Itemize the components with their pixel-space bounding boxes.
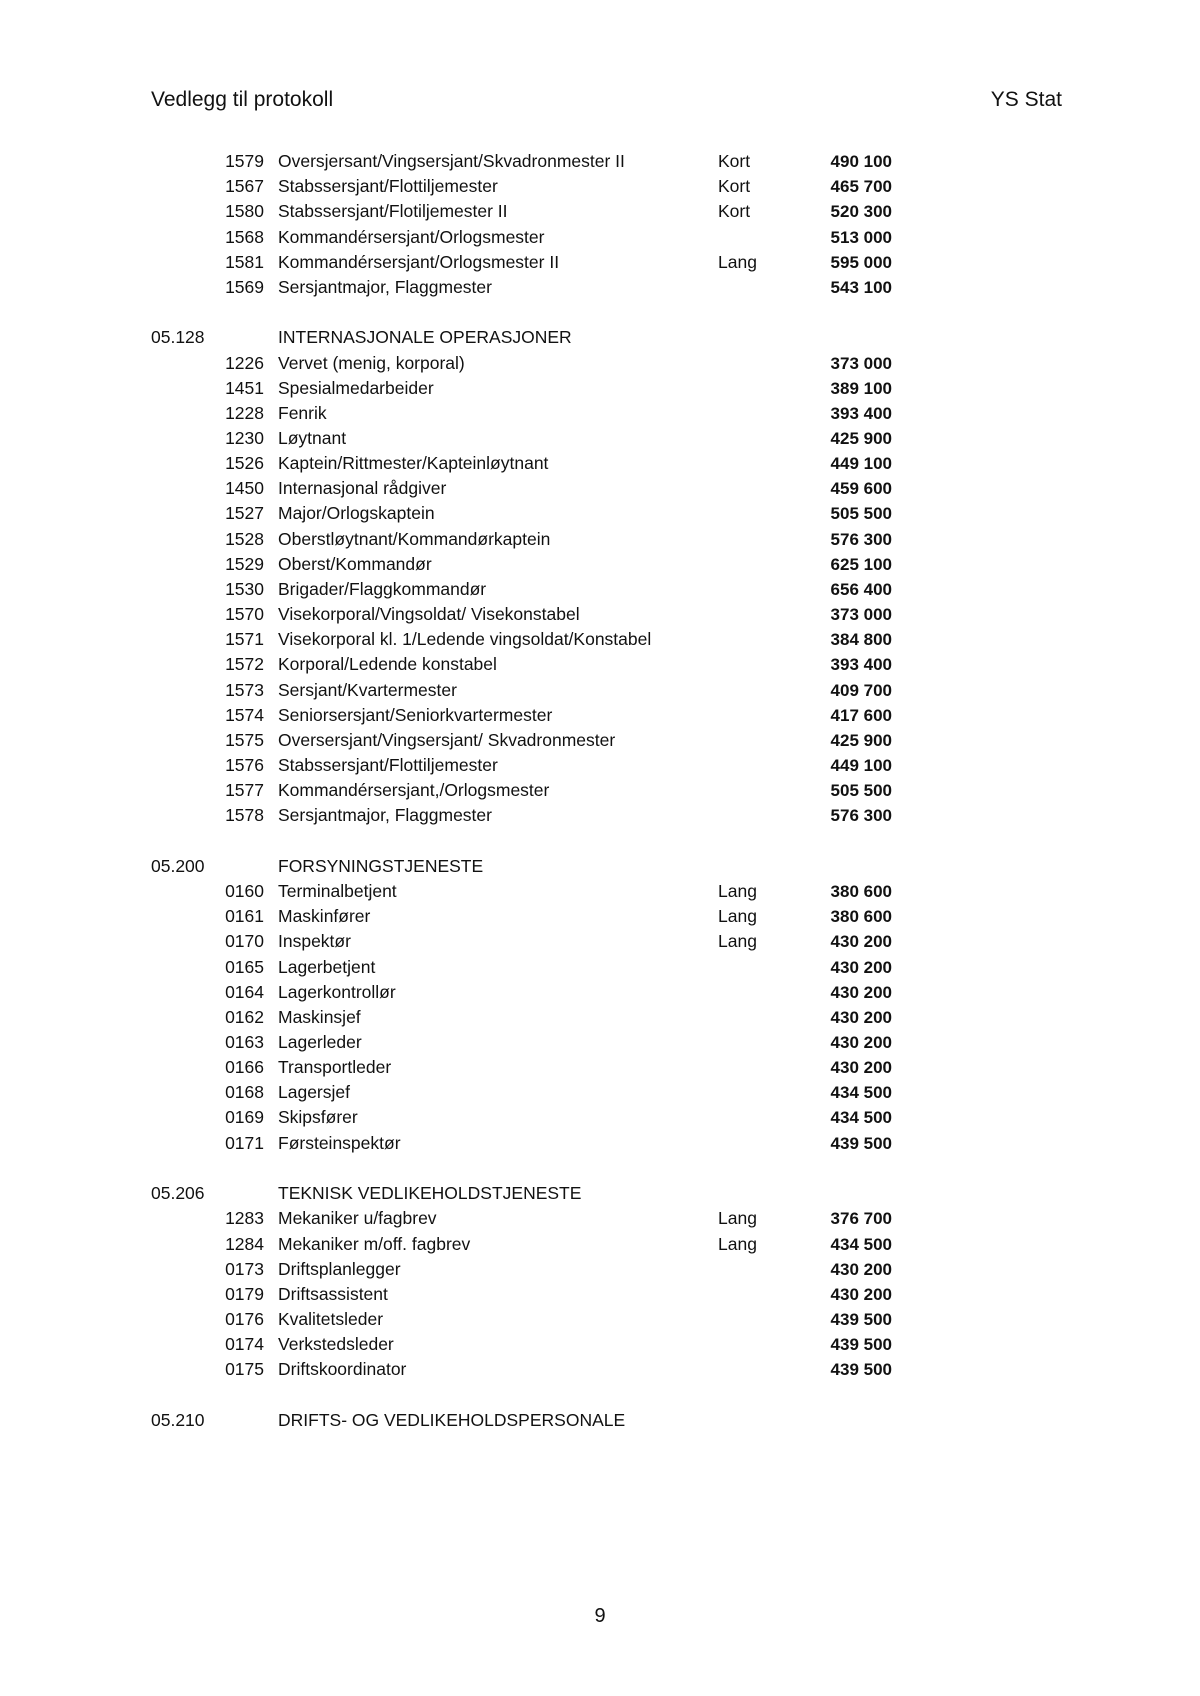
position-title: Lagerkontrollør: [278, 981, 396, 1002]
position-title: Verkstedsleder: [278, 1334, 394, 1355]
position-title: Oversersjant/Vingsersjant/ Skvadronmester: [278, 729, 616, 750]
salary-amount: 513 000: [830, 227, 892, 247]
table-row: [0, 576, 1200, 603]
table-row: [0, 400, 1200, 427]
position-title: Mekaniker m/off. fagbrev: [278, 1233, 471, 1254]
table-row: [0, 1205, 1200, 1232]
salary-amount: 490 100: [830, 152, 892, 171]
table-row: [0, 224, 1200, 251]
position-code: 0175: [225, 1359, 264, 1380]
position-title: Kaptein/Rittmester/Kapteinløytnant: [278, 453, 549, 474]
table-row: [0, 1029, 1200, 1056]
table-row: [0, 350, 1200, 377]
position-code: 0176: [225, 1309, 264, 1329]
salary-amount: 417 600: [830, 705, 892, 725]
position-title: Fenrik: [278, 402, 327, 423]
table-row: [0, 1231, 1200, 1258]
salary-amount: 576 300: [830, 806, 892, 826]
ladder-type: Lang: [718, 251, 757, 272]
salary-amount: 465 700: [830, 177, 892, 197]
position-code: 0165: [225, 956, 264, 977]
salary-amount: 459 600: [830, 479, 892, 499]
position-title: Lagerleder: [278, 1031, 362, 1052]
position-code: 1527: [225, 503, 264, 524]
position-title: Stabssersjant/Flottiljemester: [278, 754, 498, 775]
table-row: [0, 777, 1200, 804]
salary-amount: 449 100: [830, 454, 892, 474]
table-row: [0, 626, 1200, 653]
section-heading: [0, 324, 1200, 351]
salary-amount: 389 100: [830, 378, 892, 398]
position-code: 1526: [225, 453, 264, 474]
table-row: [0, 198, 1200, 225]
position-title: Maskinsjef: [278, 1006, 361, 1027]
position-code: 1567: [225, 176, 264, 197]
table-row: [0, 752, 1200, 779]
position-code: 1529: [225, 553, 264, 574]
table-row: [0, 274, 1200, 301]
position-title: Internasjonal rådgiver: [278, 478, 447, 499]
position-title: Visekorporal/Vingsoldat/ Visekonstabel: [278, 604, 580, 624]
position-code: 1581: [225, 251, 264, 272]
table-row: [0, 1054, 1200, 1081]
table-row: [0, 601, 1200, 628]
position-code: 1579: [225, 151, 264, 171]
section-heading: [0, 853, 1200, 880]
position-title: Major/Orlogskaptein: [278, 503, 435, 524]
ladder-type: Lang: [718, 881, 757, 901]
salary-amount: 505 500: [830, 781, 892, 801]
position-code: 1575: [225, 729, 264, 750]
salary-amount: 520 300: [830, 202, 892, 222]
salary-amount: 543 100: [830, 277, 892, 297]
ladder-type: Kort: [718, 151, 751, 171]
position-code: 1571: [225, 629, 264, 650]
position-code: 1451: [225, 377, 264, 398]
section-number: 05.206: [151, 1183, 205, 1204]
header-left-title: Vedlegg til protokoll: [151, 88, 334, 111]
position-code: 0168: [225, 1082, 264, 1103]
position-code: 0160: [225, 881, 264, 901]
position-code: 1284: [225, 1233, 264, 1254]
table-row: [0, 903, 1200, 930]
table-row: [0, 954, 1200, 981]
position-code: 0166: [225, 1057, 264, 1078]
position-title: Transportleder: [278, 1057, 392, 1078]
table-row: [0, 375, 1200, 402]
position-title: Korporal/Ledende konstabel: [278, 654, 497, 675]
ladder-type: Lang: [718, 1208, 757, 1229]
salary-amount: 430 200: [830, 1007, 892, 1027]
position-code: 0171: [225, 1132, 264, 1153]
position-code: 1530: [225, 578, 264, 599]
salary-amount: 439 500: [830, 1310, 892, 1329]
salary-amount: 430 200: [830, 957, 892, 977]
table-row: [0, 928, 1200, 955]
salary-amount: 409 700: [830, 680, 892, 700]
salary-amount: 425 900: [830, 730, 892, 750]
salary-amount: 434 500: [830, 1083, 892, 1103]
salary-amount: 380 600: [830, 907, 892, 927]
position-code: 1569: [225, 276, 264, 297]
section-number: 05.128: [151, 327, 205, 348]
salary-amount: 439 500: [830, 1335, 892, 1355]
position-code: 1570: [225, 604, 264, 624]
position-title: Visekorporal kl. 1/Ledende vingsoldat/Konstabel: [278, 629, 652, 650]
section-title: TEKNISK VEDLIKEHOLDSTJENESTE: [278, 1183, 582, 1204]
position-code: 0179: [225, 1283, 264, 1304]
position-title: Vervet (menig, korporal): [278, 352, 465, 373]
position-code: 0161: [225, 906, 264, 927]
position-title: Sersjantmajor, Flaggmester: [278, 276, 492, 297]
ladder-type: Lang: [718, 931, 757, 952]
table-row: [0, 1130, 1200, 1157]
position-title: Oberstløytnant/Kommandørkaptein: [278, 528, 551, 549]
salary-amount: 439 500: [830, 1360, 892, 1380]
table-row: [0, 677, 1200, 704]
table-row: [0, 173, 1200, 200]
position-code: 1283: [225, 1208, 264, 1229]
position-title: Driftskoordinator: [278, 1359, 407, 1380]
position-title: Spesialmedarbeider: [278, 377, 434, 398]
table-row: [0, 1281, 1200, 1308]
position-title: Stabssersjant/Flotiljemester II: [278, 201, 508, 222]
position-title: Oberst/Kommandør: [278, 553, 432, 574]
position-title: Driftsplanlegger: [278, 1258, 401, 1279]
position-title: Mekaniker u/fagbrev: [278, 1208, 437, 1229]
position-title: Seniorsersjant/Seniorkvartermester: [278, 704, 553, 725]
salary-amount: 656 400: [830, 579, 892, 599]
salary-amount: 595 000: [830, 252, 892, 272]
page-number: 9: [594, 1605, 606, 1627]
position-code: 0174: [225, 1334, 264, 1355]
salary-amount: 430 200: [830, 1032, 892, 1052]
salary-amount: 430 200: [830, 1058, 892, 1078]
position-title: Kommandérsersjant,/Orlogsmester: [278, 780, 550, 801]
ladder-type: Kort: [718, 201, 751, 222]
salary-amount: 393 400: [830, 403, 892, 423]
position-title: Lagerbetjent: [278, 956, 376, 977]
table-row: [0, 651, 1200, 678]
salary-amount: 376 700: [830, 1209, 892, 1229]
table-row: [0, 1104, 1200, 1131]
table-row: [0, 1079, 1200, 1106]
salary-amount: 380 600: [830, 882, 892, 901]
table-row: [0, 526, 1200, 553]
position-title: Driftsassistent: [278, 1283, 388, 1304]
position-title: Maskinfører: [278, 906, 371, 927]
salary-amount: 373 000: [830, 605, 892, 624]
table-row: [0, 1004, 1200, 1031]
section-heading: [0, 1180, 1200, 1207]
salary-amount: 373 000: [830, 353, 892, 373]
salary-amount: 425 900: [830, 429, 892, 448]
table-row: [0, 450, 1200, 477]
salary-amount: 434 500: [830, 1108, 892, 1128]
position-code: 1578: [225, 805, 264, 826]
salary-amount: 430 200: [830, 932, 892, 952]
salary-amount: 430 200: [830, 1284, 892, 1304]
table-row: [0, 979, 1200, 1006]
salary-amount: 505 500: [830, 504, 892, 524]
table-row: [0, 148, 1200, 175]
position-code: 1230: [225, 428, 264, 448]
position-code: 1574: [225, 704, 264, 725]
salary-amount: 625 100: [830, 554, 892, 574]
position-code: 1568: [225, 226, 264, 247]
position-code: 1226: [225, 352, 264, 373]
table-row: [0, 802, 1200, 829]
table-row: [0, 1331, 1200, 1358]
position-code: 1228: [225, 402, 264, 423]
position-title: Kommandérsersjant/Orlogsmester: [278, 226, 545, 247]
salary-amount: 384 800: [830, 630, 892, 650]
position-title: Terminalbetjent: [278, 881, 397, 901]
position-code: 1528: [225, 528, 264, 549]
salary-amount: 393 400: [830, 655, 892, 675]
position-code: 0170: [225, 931, 264, 952]
position-title: Stabssersjant/Flottiljemester: [278, 176, 498, 197]
salary-amount: 434 500: [830, 1234, 892, 1254]
table-row: [0, 727, 1200, 754]
table-row: [0, 702, 1200, 729]
salary-amount: 439 500: [830, 1133, 892, 1153]
table-row: [0, 425, 1200, 452]
position-code: 1576: [225, 754, 264, 775]
section-title: DRIFTS- OG VEDLIKEHOLDSPERSONALE: [278, 1409, 626, 1430]
section-number: 05.210: [151, 1409, 205, 1430]
table-row: [0, 551, 1200, 578]
position-code: 0163: [225, 1031, 264, 1052]
position-title: Lagersjef: [278, 1082, 350, 1103]
position-title: Sersjantmajor, Flaggmester: [278, 805, 492, 826]
position-code: 0164: [225, 981, 264, 1002]
position-title: Oversjersant/Vingsersjant/Skvadronmester II: [278, 151, 625, 171]
position-title: Sersjant/Kvartermester: [278, 679, 457, 700]
section-title: FORSYNINGSTJENESTE: [278, 855, 484, 876]
position-title: Førsteinspektør: [278, 1132, 401, 1153]
salary-amount: 430 200: [830, 1259, 892, 1279]
section-number: 05.200: [151, 855, 205, 876]
position-code: 1577: [225, 780, 264, 801]
position-code: 0169: [225, 1107, 264, 1128]
position-title: Brigader/Flaggkommandør: [278, 578, 487, 599]
ladder-type: Lang: [718, 1233, 757, 1254]
salary-amount: 449 100: [830, 755, 892, 775]
section-title: INTERNASJONALE OPERASJONER: [278, 327, 572, 348]
position-code: 0162: [225, 1006, 264, 1027]
position-code: 1450: [225, 478, 264, 499]
header-right-title: YS Stat: [990, 88, 1062, 111]
table-row: [0, 1306, 1200, 1333]
position-title: Kommandérsersjant/Orlogsmester II: [278, 251, 560, 272]
position-title: Kvalitetsleder: [278, 1309, 384, 1329]
position-code: 0173: [225, 1258, 264, 1279]
table-row: [0, 878, 1200, 905]
ladder-type: Kort: [718, 176, 751, 197]
table-row: [0, 475, 1200, 502]
ladder-type: Lang: [718, 906, 757, 927]
salary-amount: 430 200: [830, 982, 892, 1002]
salary-amount: 576 300: [830, 529, 892, 549]
position-code: 1573: [225, 679, 264, 700]
position-title: Inspektør: [278, 931, 351, 952]
section-heading: [0, 1407, 1200, 1434]
position-code: 1572: [225, 654, 264, 675]
position-title: Løytnant: [278, 428, 347, 448]
table-row: [0, 1256, 1200, 1283]
table-row: [0, 249, 1200, 276]
table-row: [0, 500, 1200, 527]
position-code: 1580: [225, 201, 264, 222]
position-title: Skipsfører: [278, 1107, 358, 1128]
table-row: [0, 1356, 1200, 1383]
